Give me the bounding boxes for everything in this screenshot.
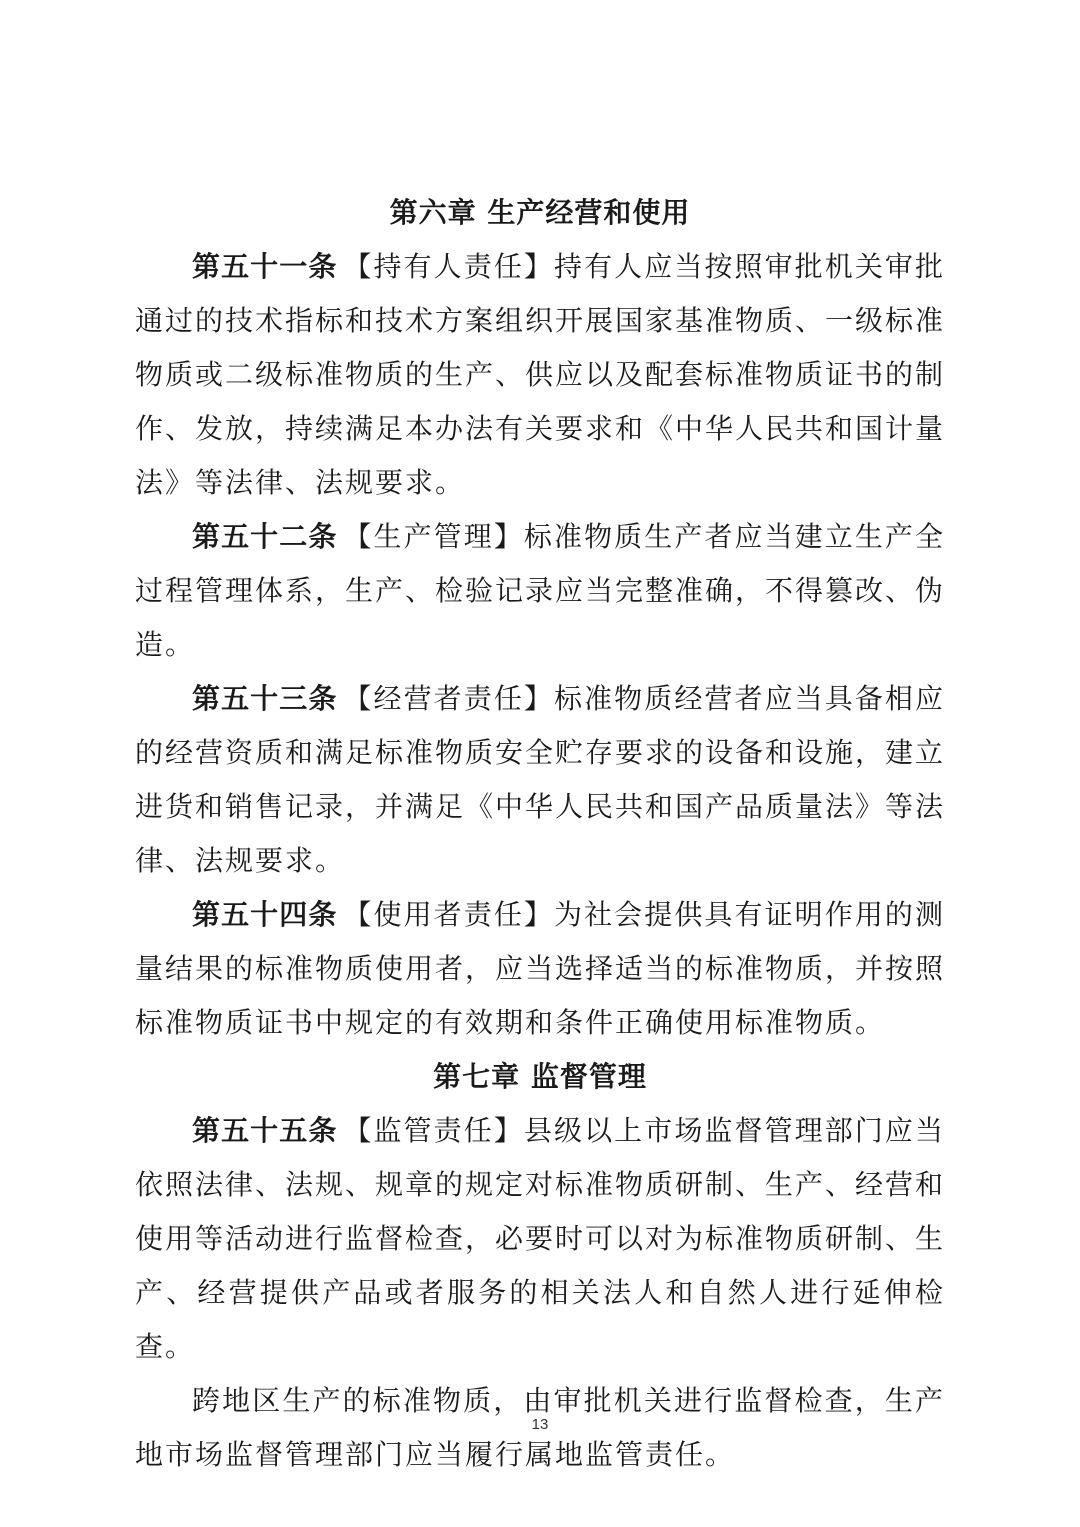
- article-54-number: 第五十四条: [192, 898, 338, 931]
- article-54-text: 为社会提供具有证明作用的测量结果的标准物质使用者，应当选择适当的标准物质，并按照标准物质证书中规定的有效期和条件正确使用标准物质。: [135, 898, 946, 1039]
- page-number: 13: [531, 1416, 549, 1433]
- article-54-title: 【使用者责任】: [343, 898, 554, 931]
- article-55-title: 【监管责任】: [343, 1114, 524, 1147]
- article-54: [135, 888, 945, 1050]
- article-55-number: 第五十五条: [192, 1114, 338, 1147]
- article-51-number: 第五十一条: [192, 250, 338, 283]
- article-52-title: 【生产管理】: [343, 520, 524, 553]
- article-51-text: 持有人应当按照审批机关审批通过的技术指标和技术方案组织开展国家基准物质、一级标准物质或二级标准物质的生产、供应以及配套标准物质证书的制作、发放，持续满足本办法有关要求和《中华人民共和国计量法》等法律、法规要求。: [135, 250, 946, 499]
- document-page: [135, 186, 945, 1482]
- article-53-text: 标准物质经营者应当具备相应的经营资质和满足标准物质安全贮存要求的设备和设施，建立进货和销售记录，并满足《中华人民共和国产品质量法》等法律、法规要求。: [135, 682, 946, 877]
- article-52: [135, 510, 945, 672]
- article-55-paragraph-2: 跨地区生产的标准物质，由审批机关进行监督检查，生产地市场监督管理部门应当履行属地监管责任。: [135, 1384, 945, 1471]
- article-52-text: 标准物质生产者应当建立生产全过程管理体系，生产、检验记录应当完整准确，不得篡改、伪造。: [135, 520, 946, 661]
- chapter-7-title: 第七章 监督管理: [433, 1060, 647, 1093]
- article-53-number: 第五十三条: [192, 682, 338, 715]
- article-55-text: 县级以上市场监督管理部门应当依照法律、法规、规章的规定对标准物质研制、生产、经营和使用等活动进行监督检查，必要时可以对为标准物质研制、生产、经营提供产品或者服务的相关法人和自然人进行延伸检查。: [135, 1114, 946, 1363]
- article-51-title: 【持有人责任】: [343, 250, 554, 283]
- article-53: [135, 672, 945, 888]
- article-52-number: 第五十二条: [192, 520, 338, 553]
- article-51: [135, 240, 945, 510]
- article-53-title: 【经营者责任】: [343, 682, 554, 715]
- article-55: [135, 1104, 945, 1374]
- chapter-6-title: 第六章 生产经营和使用: [389, 196, 691, 229]
